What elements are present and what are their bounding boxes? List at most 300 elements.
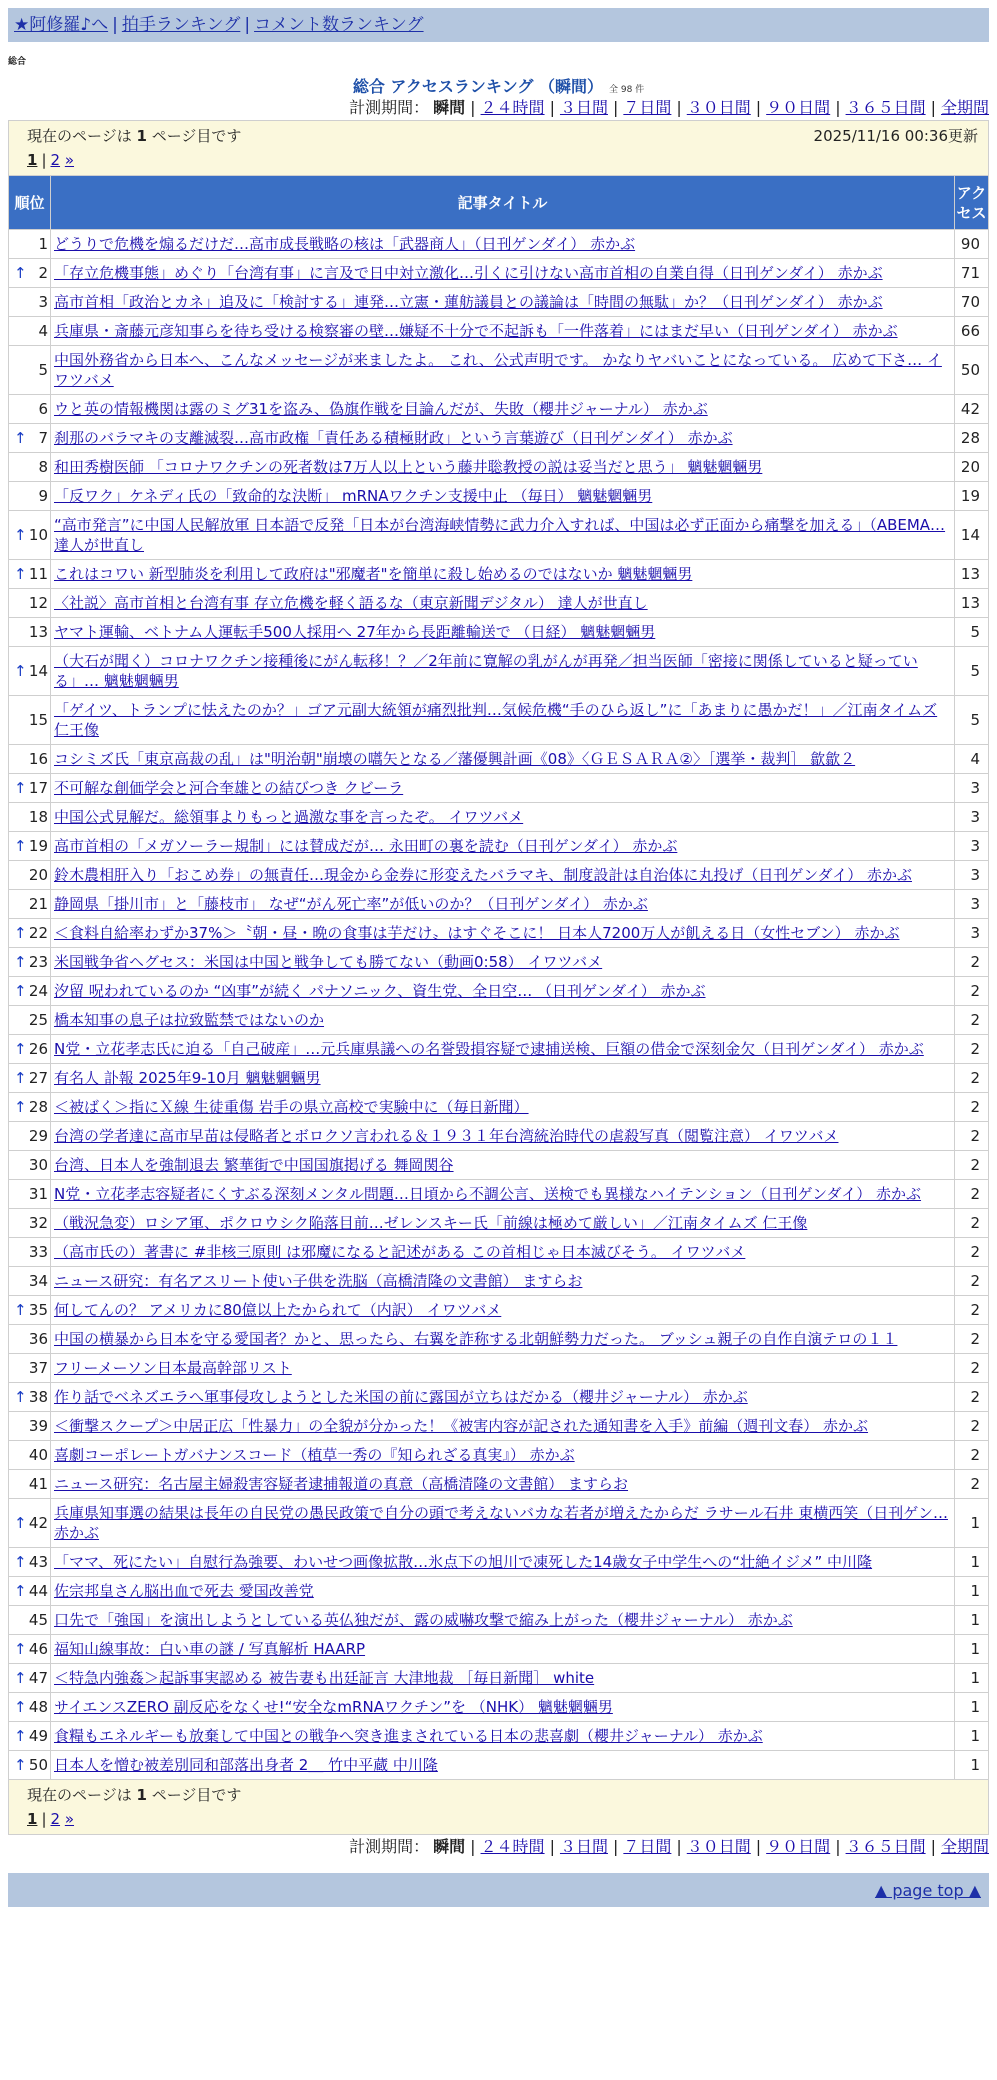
access-count: 2 xyxy=(955,1412,989,1441)
article-link[interactable]: N党・立花孝志容疑者にくすぶる深刻メンタル問題…日頃から不調公言、送検でも異様なハイテンション（日刊ゲンダイ） 赤かぶ xyxy=(54,1185,922,1203)
access-count: 2 xyxy=(955,1325,989,1354)
page-title-text: 総合 アクセスランキング （瞬間） xyxy=(352,77,603,96)
rank-number: 4 xyxy=(38,322,48,340)
access-count: 2 xyxy=(955,977,989,1006)
access-count: 2 xyxy=(955,1441,989,1470)
rank-number: 3 xyxy=(38,293,48,311)
page-link-2[interactable]: 2 xyxy=(50,1810,61,1828)
table-row xyxy=(9,1238,989,1267)
page-info-top xyxy=(8,120,989,175)
rank-cell xyxy=(9,1267,51,1296)
rank-cell xyxy=(9,948,51,977)
rank-cell xyxy=(9,977,51,1006)
period-option-0[interactable]: ２４時間 xyxy=(480,1837,545,1856)
rank-cell xyxy=(9,1035,51,1064)
article-link[interactable]: 〈社説〉高市首相と台湾有事 存立危機を軽く語るな（東京新聞デジタル） 達人が世直し xyxy=(54,594,648,612)
table-row xyxy=(9,647,989,696)
title-cell xyxy=(51,1093,955,1122)
access-count: 2 xyxy=(955,1267,989,1296)
rank-cell xyxy=(9,1664,51,1693)
rank-cell xyxy=(9,774,51,803)
rank-number: 28 xyxy=(28,1098,48,1116)
rank-up-arrow-icon: ↑ xyxy=(14,1553,27,1571)
access-count: 2 xyxy=(955,1122,989,1151)
title-cell xyxy=(51,1238,955,1267)
article-link[interactable]: フリーメーソン日本最高幹部リスト xyxy=(54,1359,292,1377)
table-row xyxy=(9,1209,989,1238)
article-link[interactable]: 喜劇コーポレートガバナンスコード（植草一秀の『知られざる真実』） 赤かぶ xyxy=(54,1446,575,1464)
article-link[interactable]: ニュース研究：名古屋主婦殺害容疑者逮捕報道の真意（高橋清隆の文書館） ますらお xyxy=(54,1475,629,1493)
table-row xyxy=(9,1499,989,1548)
rank-number: 33 xyxy=(28,1243,48,1261)
title-cell xyxy=(51,1606,955,1635)
pagination xyxy=(27,147,978,173)
article-link[interactable]: 有名人 訃報 2025年9-10月 魑魅魍魎男 xyxy=(54,1069,321,1087)
rank-cell xyxy=(9,259,51,288)
table-row xyxy=(9,589,989,618)
rank-cell xyxy=(9,647,51,696)
rank-number: 39 xyxy=(28,1417,48,1435)
rank-number: 36 xyxy=(28,1330,48,1348)
page-separator: | xyxy=(41,151,47,169)
table-row xyxy=(9,890,989,919)
article-link[interactable]: 和田秀樹医師 「コロナワクチンの死者数は7万人以上という藤井聡教授の説は妥当だと思う」 魑魅魍魎男 xyxy=(54,458,763,476)
article-link[interactable]: ニュース研究：有名アスリート使い子供を洗脳（高橋清隆の文書館） ますらお xyxy=(54,1272,583,1290)
rank-number: 25 xyxy=(28,1011,48,1029)
rank-number: 44 xyxy=(28,1582,48,1600)
period-selector-bottom xyxy=(8,1835,989,1859)
rank-cell xyxy=(9,618,51,647)
rank-cell xyxy=(9,696,51,745)
rank-cell xyxy=(9,1722,51,1751)
article-link[interactable]: ＜特急内強姦＞起訴事実認める 被告妻も出廷証言 大津地裁 ［毎日新聞］ white xyxy=(54,1669,595,1687)
rank-up-arrow-icon: ↑ xyxy=(14,1388,27,1406)
rank-number: 20 xyxy=(28,866,48,884)
updated-timestamp: 2025/11/16 00:36更新 xyxy=(813,127,978,145)
title-cell xyxy=(51,745,955,774)
rank-number: 24 xyxy=(28,982,48,1000)
title-cell xyxy=(51,948,955,977)
title-header: 記事タイトル xyxy=(51,176,955,230)
pagination xyxy=(27,1806,978,1832)
article-link[interactable]: 兵庫県・斎藤元彦知事らを待ち受ける検察審の壁…嫌疑不十分で不起訴も「一件落着」にはまだ早い（日刊ゲンダイ） 赤かぶ xyxy=(54,322,898,340)
period-option-5[interactable]: ３６５日間 xyxy=(845,1837,926,1856)
period-label: 計測期間： xyxy=(349,1837,430,1856)
table-row xyxy=(9,1722,989,1751)
title-cell xyxy=(51,803,955,832)
rank-number: 34 xyxy=(28,1272,48,1290)
article-link[interactable]: （戦況急変）ロシア軍、ポクロウシク陥落目前…ゼレンスキー氏「前線は極めて厳しい」／江南タイムズ 仁王像 xyxy=(54,1214,808,1232)
access-count: 2 xyxy=(955,1035,989,1064)
article-link[interactable]: 高市首相「政治とカネ」追及に「検討する」連発…立憲・蓮舫議員との議論は「時間の無駄」か？（日刊ゲンダイ） 赤かぶ xyxy=(54,293,883,311)
period-current: 瞬間 xyxy=(433,98,466,117)
access-count: 2 xyxy=(955,1383,989,1412)
access-count: 1 xyxy=(955,1606,989,1635)
rank-cell xyxy=(9,1577,51,1606)
rank-up-arrow-icon: ↑ xyxy=(14,1040,27,1058)
article-link[interactable]: 静岡県「掛川市」と「藤枝市」 なぜ“がん死亡率”が低いのか？（日刊ゲンダイ） 赤かぶ xyxy=(54,895,648,913)
rank-number: 21 xyxy=(28,895,48,913)
current-page-text: 現在のページは 1 ページ目です xyxy=(27,1786,242,1804)
table-row xyxy=(9,1180,989,1209)
article-link[interactable]: 日本人を憎む被差別同和部落出身者 2＿ 竹中平蔵 中川隆 xyxy=(54,1756,438,1774)
rank-up-arrow-icon: ↑ xyxy=(14,1669,27,1687)
article-link[interactable]: 何してんの？ アメリカに80億以上たかられて（内訳） イワツバメ xyxy=(54,1301,502,1319)
access-count: 1 xyxy=(955,1635,989,1664)
article-link[interactable]: 不可解な創価学会と河合奎雄との結びつき クビーラ xyxy=(54,779,404,797)
title-cell xyxy=(51,1209,955,1238)
access-count: 1 xyxy=(955,1664,989,1693)
rank-cell xyxy=(9,1751,51,1780)
article-link[interactable]: 佐宗邦皇さん脳出血で死去 愛国改善党 xyxy=(54,1582,314,1600)
title-cell xyxy=(51,1751,955,1780)
access-count: 14 xyxy=(955,511,989,560)
page-link-1[interactable]: 1 xyxy=(27,151,38,169)
article-link[interactable]: N党・立花孝志氏に迫る「自己破産」…元兵庫県議への名誉毀損容疑で逮捕送検、巨額の借金で深刻金欠（日刊ゲンダイ） 赤かぶ xyxy=(54,1040,924,1058)
article-link[interactable]: 口先で「強国」を演出しようとしている英仏独だが、露の威嚇攻撃で縮み上がった（櫻井ジャーナル） 赤かぶ xyxy=(54,1611,793,1629)
article-link[interactable]: 中国公式見解だ。総領事よりもっと過激な事を言ったぞ。 イワツバメ xyxy=(54,808,524,826)
period-option-2[interactable]: ７日間 xyxy=(623,98,672,117)
home-link[interactable]: ★阿修羅♪へ xyxy=(14,15,109,35)
page-link-2[interactable]: 2 xyxy=(50,151,61,169)
rank-number: 31 xyxy=(28,1185,48,1203)
rank-cell xyxy=(9,317,51,346)
rank-number: 47 xyxy=(28,1669,48,1687)
rank-up-arrow-icon: ↑ xyxy=(14,662,27,680)
rank-cell xyxy=(9,453,51,482)
period-separator: | xyxy=(930,1837,936,1856)
rank-number: 12 xyxy=(28,594,48,612)
rank-cell xyxy=(9,1412,51,1441)
table-row xyxy=(9,317,989,346)
title-cell xyxy=(51,861,955,890)
comment-ranking-link[interactable]: コメント数ランキング xyxy=(254,15,424,35)
item-count: 全 98 件 xyxy=(609,85,645,95)
current-page-text: 現在のページは 1 ページ目です xyxy=(27,127,242,145)
rank-cell xyxy=(9,1238,51,1267)
rank-cell xyxy=(9,890,51,919)
period-separator: | xyxy=(676,98,682,117)
article-link[interactable]: サイエンスZERO 副反応をなくせ!“安全なmRNAワクチン”を （NHK） 魑魅魍魎男 xyxy=(54,1698,613,1716)
rank-up-arrow-icon: ↑ xyxy=(14,1756,27,1774)
rank-header: 順位 xyxy=(9,176,51,230)
title-cell xyxy=(51,288,955,317)
rank-number: 15 xyxy=(28,711,48,729)
rank-number: 5 xyxy=(38,361,48,379)
article-link[interactable]: ウと英の情報機関は露のミグ31を盗み、偽旗作戦を目論んだが、失敗（櫻井ジャーナル） 赤かぶ xyxy=(54,400,708,418)
title-cell xyxy=(51,230,955,259)
rank-cell xyxy=(9,1548,51,1577)
article-link[interactable]: 高市首相の「メガソーラー規制」には賛成だが… 永田町の裏を読む（日刊ゲンダイ） 赤かぶ xyxy=(54,837,678,855)
period-separator: | xyxy=(612,1837,619,1856)
period-option-4[interactable]: ９０日間 xyxy=(766,98,831,117)
article-link[interactable]: 汐留 呪われているのか “凶事”が続く パナソニック、資生党、全日空… （日刊ゲンダイ） 赤かぶ xyxy=(54,982,706,1000)
rank-up-arrow-icon: ↑ xyxy=(14,565,27,583)
title-cell xyxy=(51,1035,955,1064)
article-link[interactable]: 「反ワク」ケネディ氏の「致命的な決断」 mRNAワクチン支援中止 （毎日） 魑魅魍魎男 xyxy=(54,487,653,505)
table-row xyxy=(9,230,989,259)
title-cell xyxy=(51,1722,955,1751)
top-nav-bar xyxy=(8,8,989,42)
period-separator: | xyxy=(549,1837,555,1856)
article-link[interactable]: ＜衝撃スクープ＞中居正広「性暴力」の全貌が分かった！《被害内容が記された通知書を入手》前編（週刊文春） 赤かぶ xyxy=(54,1417,869,1435)
table-row xyxy=(9,1006,989,1035)
period-option-5[interactable]: ３６５日間 xyxy=(845,98,926,117)
table-row xyxy=(9,948,989,977)
ranking-table xyxy=(8,175,989,1780)
title-cell xyxy=(51,890,955,919)
access-count: 2 xyxy=(955,1064,989,1093)
table-row xyxy=(9,1064,989,1093)
table-row xyxy=(9,1577,989,1606)
page-title xyxy=(8,74,989,96)
title-cell xyxy=(51,696,955,745)
rank-number: 8 xyxy=(38,458,48,476)
rank-cell xyxy=(9,1209,51,1238)
access-count: 3 xyxy=(955,832,989,861)
table-row xyxy=(9,1751,989,1780)
rank-number: 49 xyxy=(28,1727,48,1745)
period-current: 瞬間 xyxy=(433,1837,466,1856)
access-count: 71 xyxy=(955,259,989,288)
title-cell xyxy=(51,1180,955,1209)
title-cell xyxy=(51,453,955,482)
access-count: 4 xyxy=(955,745,989,774)
article-link[interactable]: 台湾、日本人を強制退去 繁華街で中国国旗掲げる 舞岡関谷 xyxy=(54,1156,454,1174)
rank-number: 42 xyxy=(28,1514,48,1532)
article-link[interactable]: 橋本知事の息子は拉致監禁ではないのか xyxy=(54,1011,325,1029)
rank-up-arrow-icon: ↑ xyxy=(14,1640,27,1658)
rank-cell xyxy=(9,395,51,424)
article-link[interactable]: コシミズ氏「東京高裁の乱」は"明治朝"崩壊の嚆矢となる／藩優興計画《08》〈ＧＥＳＡＲＡ②〉［選挙・裁判］ 歙歙２ xyxy=(54,750,856,768)
rank-up-arrow-icon: ↑ xyxy=(14,779,27,797)
rank-cell xyxy=(9,1064,51,1093)
rank-cell xyxy=(9,1693,51,1722)
article-link[interactable]: ヤマト運輸、ベトナム人運転手500人採用へ 27年から長距離輸送で （日経） 魑魅魍魎男 xyxy=(54,623,656,641)
rank-up-arrow-icon: ↑ xyxy=(14,1514,27,1532)
rank-cell xyxy=(9,288,51,317)
table-row xyxy=(9,1035,989,1064)
title-cell xyxy=(51,1499,955,1548)
period-option-1[interactable]: ３日間 xyxy=(559,1837,608,1856)
period-separator: | xyxy=(549,98,555,117)
access-count: 5 xyxy=(955,618,989,647)
rank-number: 19 xyxy=(28,837,48,855)
period-separator: | xyxy=(755,98,762,117)
rank-cell xyxy=(9,1383,51,1412)
title-cell xyxy=(51,1441,955,1470)
access-count: 28 xyxy=(955,424,989,453)
table-row xyxy=(9,1470,989,1499)
rank-cell xyxy=(9,861,51,890)
rank-cell xyxy=(9,482,51,511)
table-row xyxy=(9,482,989,511)
access-count: 3 xyxy=(955,919,989,948)
table-row xyxy=(9,861,989,890)
table-row xyxy=(9,1151,989,1180)
article-link[interactable]: これはコワい 新型肺炎を利用して政府は"邪魔者"を簡単に殺し始めるのではないか 魑魅魍魎男 xyxy=(54,565,693,583)
article-link[interactable]: （大石が聞く）コロナワクチン接種後にがん転移！？／2年前に寛解の乳がんが再発／担当医師「密接に関係していると疑っている」… 魑魅魍魎男 xyxy=(54,652,918,690)
table-row xyxy=(9,977,989,1006)
rank-number: 6 xyxy=(38,400,48,418)
table-row xyxy=(9,1267,989,1296)
article-link[interactable]: 食糧もエネルギーも放棄して中国との戦争へ突き進まされている日本の悲喜劇（櫻井ジャーナル） 赤かぶ xyxy=(54,1727,763,1745)
table-row xyxy=(9,1606,989,1635)
rank-cell xyxy=(9,424,51,453)
access-count: 1 xyxy=(955,1693,989,1722)
rank-number: 2 xyxy=(38,264,48,282)
title-cell xyxy=(51,647,955,696)
article-link[interactable]: 「ママ、死にたい」自慰行為強要、わいせつ画像拡散…氷点下の旭川で凍死した14歳女子中学生への“壮絶イジメ” 中川隆 xyxy=(54,1553,873,1571)
rank-cell xyxy=(9,1180,51,1209)
rank-up-arrow-icon: ↑ xyxy=(14,1698,27,1716)
article-link[interactable]: （高市氏の）著書に #非核三原則 は邪魔になると記述がある この首相じゃ日本滅びそう。 イワツバメ xyxy=(54,1243,746,1261)
access-count: 1 xyxy=(955,1751,989,1780)
rank-up-arrow-icon: ↑ xyxy=(14,837,27,855)
access-count: 42 xyxy=(955,395,989,424)
rank-cell xyxy=(9,1006,51,1035)
next-page-link[interactable]: » xyxy=(64,1810,75,1828)
table-row xyxy=(9,1635,989,1664)
rank-number: 43 xyxy=(28,1553,48,1571)
access-count: 2 xyxy=(955,1093,989,1122)
rank-cell xyxy=(9,1470,51,1499)
access-count: 3 xyxy=(955,861,989,890)
rank-cell xyxy=(9,1325,51,1354)
table-row xyxy=(9,511,989,560)
period-option-3[interactable]: ３０日間 xyxy=(686,1837,751,1856)
table-row xyxy=(9,618,989,647)
title-cell xyxy=(51,1267,955,1296)
rank-up-arrow-icon: ↑ xyxy=(14,982,27,1000)
period-option-3[interactable]: ３０日間 xyxy=(686,98,751,117)
article-link[interactable]: 米国戦争省ヘグセス：米国は中国と戦争しても勝てない（動画0:58） イワツバメ xyxy=(54,953,603,971)
rank-cell xyxy=(9,1093,51,1122)
rank-number: 27 xyxy=(28,1069,48,1087)
table-row xyxy=(9,1664,989,1693)
article-link[interactable]: 刹那のバラマキの支離滅裂…高市政権「責任ある積極財政」という言葉遊び（日刊ゲンダイ） 赤かぶ xyxy=(54,429,733,447)
article-link[interactable]: 福知山線事故：白い車の謎 / 写真解析 HAARP xyxy=(54,1640,366,1658)
table-row xyxy=(9,1354,989,1383)
access-count: 2 xyxy=(955,1180,989,1209)
next-page-link[interactable]: » xyxy=(64,151,75,169)
table-row xyxy=(9,745,989,774)
period-option-2[interactable]: ７日間 xyxy=(623,1837,672,1856)
rank-number: 1 xyxy=(38,235,48,253)
rank-number: 37 xyxy=(28,1359,48,1377)
page-link-1[interactable]: 1 xyxy=(27,1810,38,1828)
article-link[interactable]: ＜被ばく＞指にＸ線 生徒重傷 岩手の県立高校で実験中に（毎日新聞） xyxy=(54,1098,529,1116)
title-cell xyxy=(51,317,955,346)
category-label: 総合 xyxy=(8,57,27,67)
title-cell xyxy=(51,482,955,511)
rank-number: 46 xyxy=(28,1640,48,1658)
access-count: 2 xyxy=(955,1296,989,1325)
access-count: 1 xyxy=(955,1577,989,1606)
rank-number: 32 xyxy=(28,1214,48,1232)
title-cell xyxy=(51,1325,955,1354)
period-separator: | xyxy=(930,98,936,117)
article-link[interactable]: 「ゲイツ、トランプに怯えたのか？」ゴア元副大統領が痛烈批判…気候危機“手のひら返し”に「あまりに愚かだ！」／江南タイムズ 仁王像 xyxy=(54,701,938,739)
article-link[interactable]: 中国外務省から日本へ、こんなメッセージが来ましたよ。 これ、公式声明です。 かなりヤバいことになっている。 広めて下さ… イワツバメ xyxy=(54,351,942,389)
rank-number: 11 xyxy=(28,565,48,583)
rank-number: 14 xyxy=(28,662,48,680)
article-link[interactable]: どうりで危機を煽るだけだ…高市成長戦略の核は「武器商人」（日刊ゲンダイ） 赤かぶ xyxy=(54,235,636,253)
rank-number: 9 xyxy=(38,487,48,505)
page-top-link[interactable]: ▲ page top ▲ xyxy=(874,1881,981,1900)
access-count: 1 xyxy=(955,1722,989,1751)
table-row xyxy=(9,696,989,745)
rank-cell xyxy=(9,589,51,618)
applause-ranking-link[interactable]: 拍手ランキング xyxy=(121,15,241,35)
rank-cell xyxy=(9,1499,51,1548)
title-cell xyxy=(51,977,955,1006)
period-option-6[interactable]: 全期間 xyxy=(940,98,989,117)
rank-cell xyxy=(9,1296,51,1325)
rank-number: 50 xyxy=(28,1756,48,1774)
title-cell xyxy=(51,1383,955,1412)
rank-number: 40 xyxy=(28,1446,48,1464)
period-separator: | xyxy=(612,98,619,117)
period-option-4[interactable]: ９０日間 xyxy=(766,1837,831,1856)
title-cell xyxy=(51,618,955,647)
table-row xyxy=(9,453,989,482)
table-row xyxy=(9,1093,989,1122)
rank-cell xyxy=(9,1635,51,1664)
title-cell xyxy=(51,560,955,589)
access-count: 70 xyxy=(955,288,989,317)
rank-number: 13 xyxy=(28,623,48,641)
article-link[interactable]: “高市発言”に中国人民解放軍 日本語で反発「日本が台湾海峡情勢に武力介入すれば、中国は必ず正面から痛撃を加える」（ABEMA… 達人が世直し xyxy=(54,516,946,554)
table-row xyxy=(9,832,989,861)
period-option-1[interactable]: ３日間 xyxy=(559,98,608,117)
title-cell xyxy=(51,1412,955,1441)
period-separator: | xyxy=(470,1837,476,1856)
rank-number: 16 xyxy=(28,750,48,768)
article-link[interactable]: 鈴木農相肝入り「おこめ券」の無責任…現金から金券に形変えたバラマキ、制度設計は自治体に丸投げ（日刊ゲンダイ） 赤かぶ xyxy=(54,866,912,884)
period-option-6[interactable]: 全期間 xyxy=(940,1837,989,1856)
title-cell xyxy=(51,1635,955,1664)
rank-number: 29 xyxy=(28,1127,48,1145)
title-cell xyxy=(51,1122,955,1151)
article-link[interactable]: 台湾の学者達に高市早苗は侵略者とボロクソ言われる＆１９３１年台湾統治時代の虐殺写真（閲覧注意） イワツバメ xyxy=(54,1127,839,1145)
article-link[interactable]: 作り話でベネズエラへ軍事侵攻しようとした米国の前に露国が立ちはだかる（櫻井ジャーナル） 赤かぶ xyxy=(54,1388,748,1406)
table-row xyxy=(9,1548,989,1577)
rank-cell xyxy=(9,346,51,395)
title-cell xyxy=(51,1548,955,1577)
access-count: 3 xyxy=(955,890,989,919)
access-count: 1 xyxy=(955,1548,989,1577)
access-header: アクセス xyxy=(955,176,989,230)
access-count: 2 xyxy=(955,1354,989,1383)
rank-cell xyxy=(9,919,51,948)
table-row xyxy=(9,1325,989,1354)
article-link[interactable]: 「存立危機事態」めぐり「台湾有事」に言及で日中対立激化…引くに引けない高市首相の自業自得（日刊ゲンダイ） 赤かぶ xyxy=(54,264,883,282)
table-row xyxy=(9,1412,989,1441)
table-row xyxy=(9,1296,989,1325)
article-link[interactable]: 中国の横暴から日本を守る愛国者？かと、思ったら、右翼を詐称する北朝鮮勢力だった。 ブッシュ親子の自作自演テロの１１ xyxy=(54,1330,898,1348)
title-cell xyxy=(51,1577,955,1606)
rank-number: 18 xyxy=(28,808,48,826)
access-count: 5 xyxy=(955,696,989,745)
article-link[interactable]: ＜食料自給率わずか37%＞〝朝・昼・晩の食事は芋だけ〟はすぐそこに！ 日本人7200万人が飢える日（女性セブン） 赤かぶ xyxy=(54,924,900,942)
rank-cell xyxy=(9,803,51,832)
table-row xyxy=(9,560,989,589)
period-option-0[interactable]: ２４時間 xyxy=(480,98,545,117)
table-row xyxy=(9,395,989,424)
article-link[interactable]: 兵庫県知事選の結果は長年の自民党の愚民政策で自分の頭で考えないバカな若者が増えたからだ ラサール石井 東横西笑（日刊ゲン… 赤かぶ xyxy=(54,1504,948,1542)
rank-cell xyxy=(9,1354,51,1383)
